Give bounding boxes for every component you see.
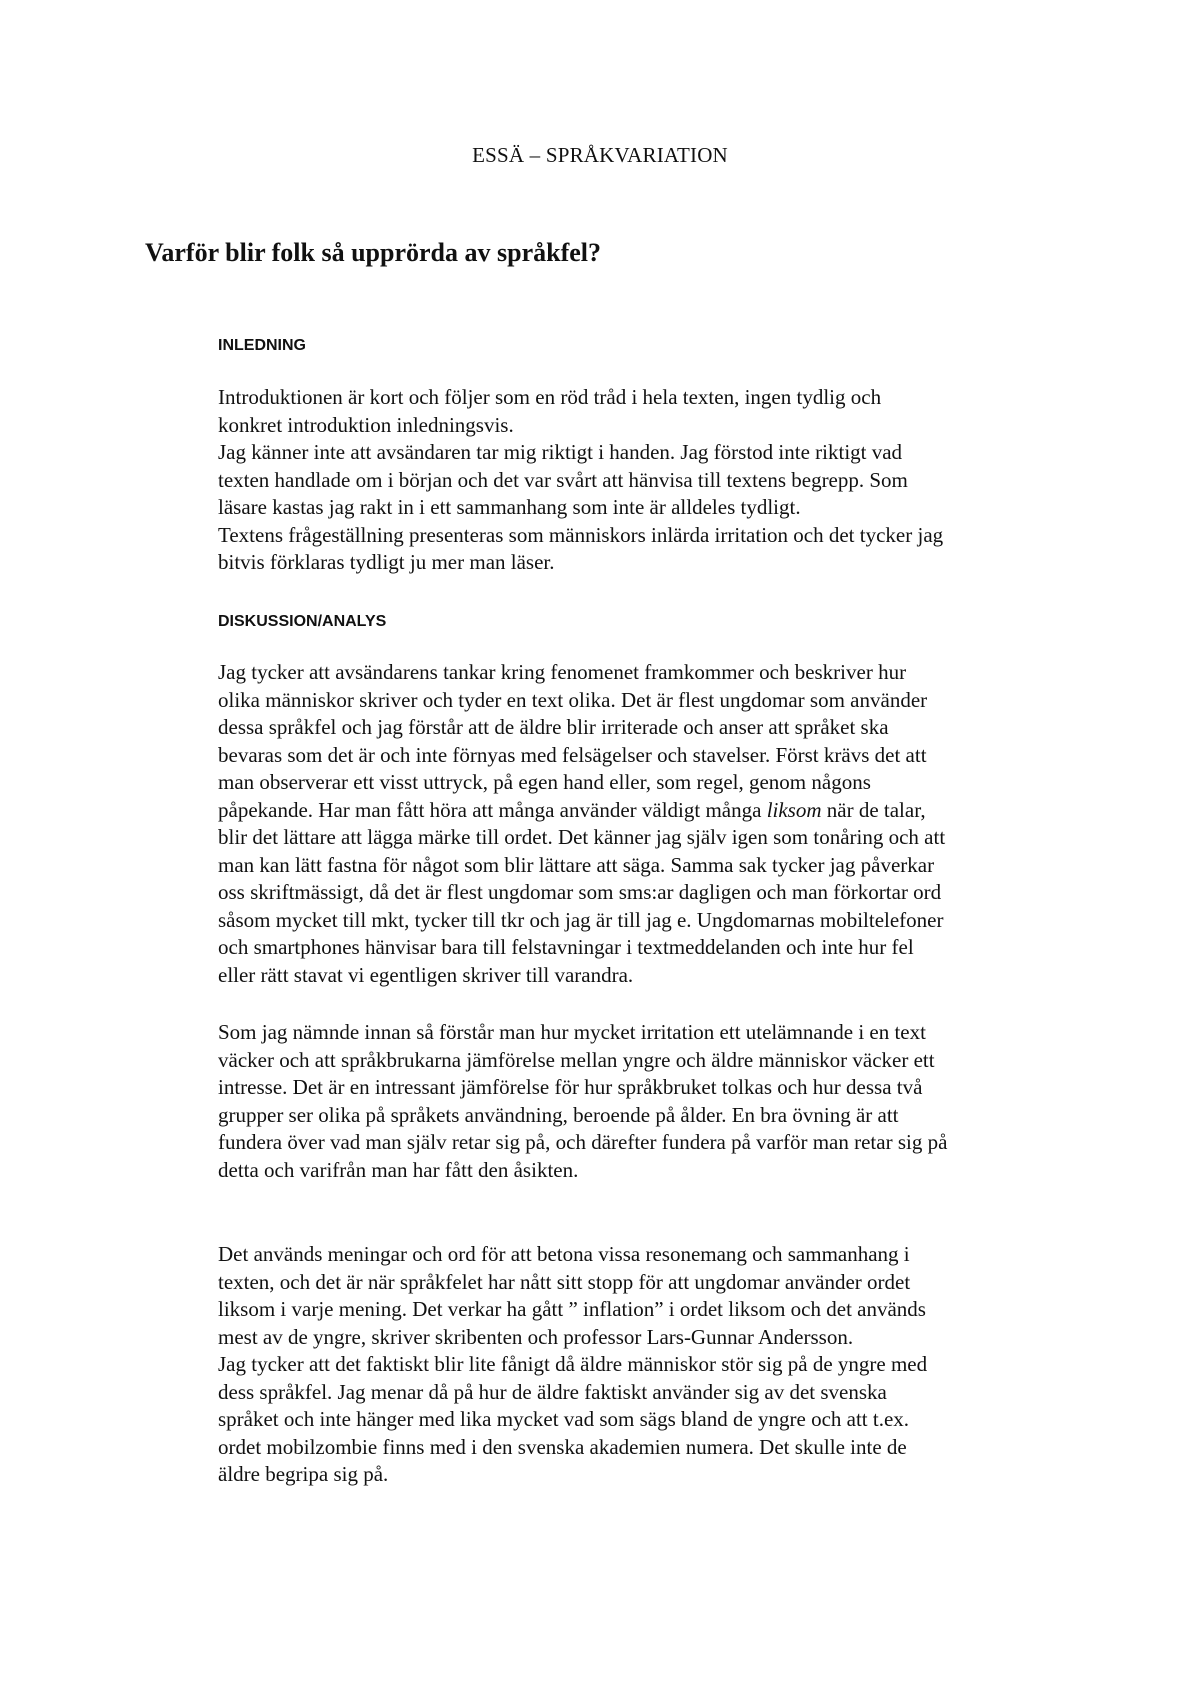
text-line: Introduktionen är kort och följer som en röd tråd i hela texten, ingen tydlig och	[218, 385, 882, 409]
text-line: äldre begripa sig på.	[218, 1462, 389, 1486]
text-line: Jag tycker att det faktiskt blir lite fånigt då äldre människor stör sig på de yngre med	[218, 1352, 928, 1376]
essay-heading: Varför blir folk så upprörda av språkfel?	[145, 238, 602, 267]
text-line: man observerar ett visst uttryck, på egen hand eller, som regel, genom någons	[218, 770, 871, 794]
text-line: konkret introduktion inledningsvis.	[218, 412, 514, 437]
text-line: oss skriftmässigt, då det är flest ungdomar som sms:ar dagligen och man förkortar ord	[218, 880, 942, 904]
text-line-with-italic	[218, 797, 1098, 825]
text-line: dessa språkfel och jag förstår att de äldre blir irriterade och anser att språket ska	[218, 715, 889, 739]
text-line: språket och inte hänger med lika mycket vad som sägs bland de yngre och att t.ex.	[218, 1407, 910, 1431]
text-segment: påpekande. Har man fått höra att många använder väldigt många	[218, 797, 767, 822]
section-heading-discussion: DISKUSSION/ANALYS	[218, 613, 387, 630]
text-line: och smartphones hänvisar bara till felstavningar i textmeddelanden och inte hur fel	[218, 935, 914, 959]
document-title: ESSÄ – SPRÅKVARIATION	[472, 143, 728, 167]
text-line: grupper ser olika på språkets användning, beroende på ålder. En bra övning är att	[218, 1102, 899, 1127]
discussion-paragraph-3	[218, 1241, 1098, 1489]
text-line: detta och varifrån man har fått den åsikten.	[218, 1157, 579, 1182]
text-line: väcker och att språkbrukarna jämförelse mellan yngre och äldre människor väcker ett	[218, 1047, 935, 1072]
text-line: Textens frågeställning presenteras som människors inlärda irritation och det tycker jag	[218, 522, 944, 547]
text-line: olika människor skriver och tyder en text olika. Det är flest ungdomar som använder	[218, 687, 928, 712]
text-line: man kan lätt fastna för något som blir lättare att säga. Samma sak tycker jag påverkar	[218, 852, 935, 877]
text-line: fundera över vad man själv retar sig på, och därefter fundera på varför man retar sig på	[218, 1130, 948, 1154]
italic-word: liksom	[766, 797, 822, 822]
text-line: läsare kastas jag rakt in i ett sammanhang som inte är alldeles tydligt.	[218, 495, 801, 519]
text-line: Jag känner inte att avsändaren tar mig riktigt i handen. Jag förstod inte riktigt vad	[218, 440, 903, 464]
text-line: texten handlade om i början och det var svårt att hänvisa till textens begrepp. Som	[218, 467, 908, 492]
discussion-paragraph-1	[218, 659, 1098, 989]
text-line: intresse. Det är en intressant jämförelse för hur språkbruket tolkas och hur dessa två	[218, 1075, 923, 1099]
intro-paragraph	[218, 384, 1098, 577]
text-line: Jag tycker att avsändarens tankar kring fenomenet framkommer och beskriver hur	[218, 660, 907, 684]
section-heading-intro: INLEDNING	[218, 337, 306, 354]
text-line: texten, och det är när språkfelet har nått sitt stopp för att ungdomar använder ordet	[218, 1269, 911, 1294]
text-line: mest av de yngre, skriver skribenten och professor Lars-Gunnar Andersson.	[218, 1324, 854, 1349]
text-line: bevaras som det är och inte förnyas med felsägelser och stavelser. Först krävs det att	[218, 742, 927, 767]
text-line: eller rätt stavat vi egentligen skriver till varandra.	[218, 962, 634, 987]
discussion-paragraph-2	[218, 1019, 1098, 1184]
text-line: liksom i varje mening. Det verkar ha gått ” inflation” i ordet liksom och det används	[218, 1297, 926, 1321]
text-line: dess språkfel. Jag menar då på hur de äldre faktiskt använder sig av det svenska	[218, 1379, 887, 1404]
text-line: Som jag nämnde innan så förstår man hur mycket irritation ett utelämnande i en text	[218, 1020, 926, 1044]
text-line: blir det lättare att lägga märke till ordet. Det känner jag själv igen som tonåring och att	[218, 825, 946, 849]
text-line: Det används meningar och ord för att betona vissa resonemang och sammanhang i	[218, 1242, 910, 1266]
text-line: ordet mobilzombie finns med i den svenska akademien numera. Det skulle inte de	[218, 1434, 907, 1459]
text-segment: när de talar,	[821, 797, 926, 822]
text-line: bitvis förklaras tydligt ju mer man läser.	[218, 550, 555, 574]
text-line: såsom mycket till mkt, tycker till tkr och jag är till jag e. Ungdomarnas mobiltelefoner	[218, 907, 944, 932]
